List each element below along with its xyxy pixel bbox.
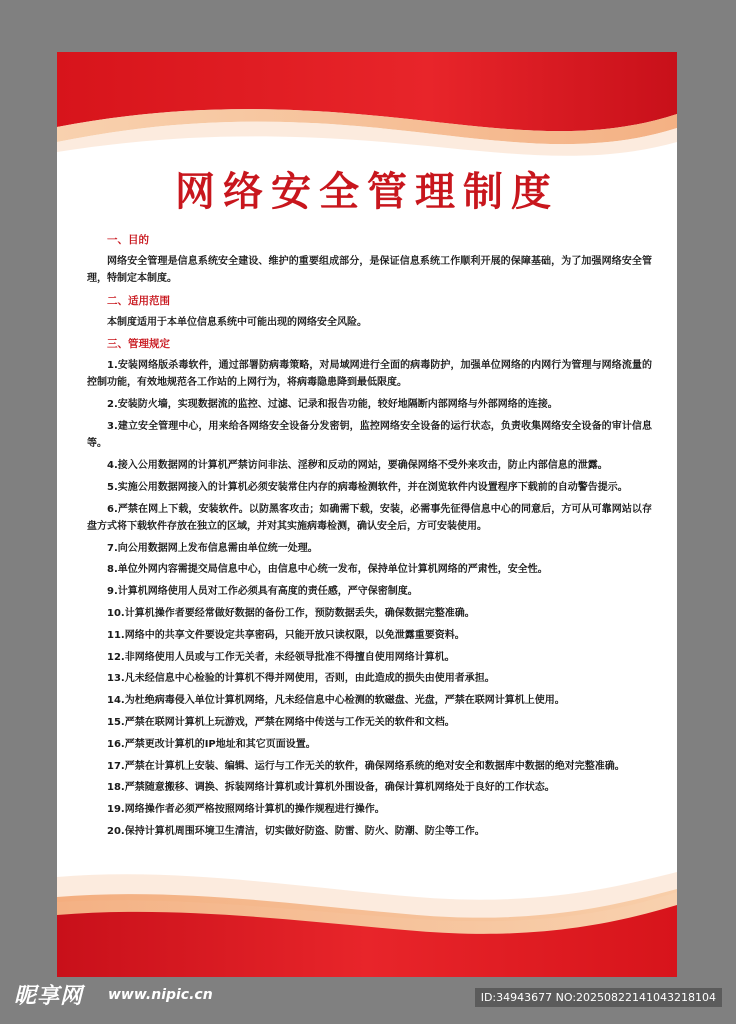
rule-item: 1.安装网络版杀毒软件，通过部署防病毒策略，对局域网进行全面的病毒防护，加强单位网络的内网行为管理与网络流量的控制功能，有效地规范各工作站的上网行为，将病毒隐患降到最低限度。 [87,360,652,389]
rule-item: 12.非网络使用人员或与工作无关者，未经领导批准不得擅自使用网络计算机。 [107,651,455,663]
rule-item: 13.凡未经信息中心检验的计算机不得并网使用，否则，由此造成的损失由使用者承担。 [107,673,495,685]
rule-item: 20.保持计算机周围环境卫生清洁，切实做好防盗、防雷、防火、防潮、防尘等工作。 [107,825,485,837]
rule-item: 18.严禁随意搬移、调换、拆装网络计算机或计算机外围设备，确保计算机网络处于良好的工作状态。 [107,782,555,794]
poster [57,52,677,977]
rule-item: 17.严禁在计算机上安装、编辑、运行与工作无关的软件，确保网络系统的绝对安全和数据库中数据的绝对完整准确。 [107,760,625,772]
section-rules [87,336,652,840]
section-heading: 三、管理规定 [107,338,170,351]
rule-item: 14.为杜绝病毒侵入单位计算机网络，凡未经信息中心检测的软磁盘、光盘，严禁在联网计算机上使用。 [107,695,565,707]
rule-item: 19.网络操作者必须严格按照网络计算机的操作规程进行操作。 [107,804,385,816]
rule-item: 15.严禁在联网计算机上玩游戏，严禁在网络中传送与工作无关的软件和文档。 [107,716,455,728]
rule-item: 11.网络中的共享文件要设定共享密码，只能开放只读权限，以免泄露重要资料。 [107,629,465,641]
document-body [87,230,652,845]
section-heading: 二、适用范围 [107,294,170,307]
rule-item: 4.接入公用数据网的计算机严禁访问非法、淫秽和反动的网站，要确保网络不受外来攻击，防止内部信息的泄露。 [107,460,608,472]
bottom-red-wave-decoration [57,857,677,977]
watermark-logo: 昵享网 [14,983,84,1009]
rule-item: 9.计算机网络使用人员对工作必须具有高度的责任感，严守保密制度。 [107,586,418,598]
watermark-site: www.nipic.cn [108,987,213,1003]
section-heading: 一、目的 [107,234,149,246]
section-scope [87,293,652,331]
rule-item: 10.计算机操作者要经常做好数据的备份工作，预防数据丢失，确保数据完整准确。 [107,608,475,619]
watermark-bar [0,978,736,1024]
page-title: 网络安全管理制度 [175,169,559,215]
rule-item: 7.向公用数据网上发布信息需由单位统一处理。 [107,542,318,554]
paragraph: 网络安全管理是信息系统安全建设、维护的重要组成部分，是保证信息系统工作顺利开展的保障基础，为了加强网络安全管理，特制定本制度。 [87,256,652,285]
watermark-id: ID:34943677 NO:20250822141043218104 [475,988,722,1007]
paragraph: 本制度适用于本单位信息系统中可能出现的网络安全风险。 [107,316,367,328]
rule-item: 3.建立安全管理中心，用来给各网络安全设备分发密钥，监控网络安全设备的运行状态，负责收集网络安全设备的审计信息等。 [87,421,652,450]
rule-item: 6.严禁在网上下载，安装软件。以防黑客攻击；如确需下载，安装，必需事先征得信息中心的同意后，方可从可靠网站以存盘方式将下载软件存放在独立的区域，并对其实施病毒检测，确认安全后，方可安装使用。 [87,503,652,532]
rule-item: 2.安装防火墙，实现数据流的监控、过滤、记录和报告功能，较好地隔断内部网络与外部网络的连接。 [107,399,558,411]
rule-item: 16.严禁更改计算机的IP地址和其它页面设置。 [107,738,316,750]
section-purpose [87,232,652,288]
rule-item: 5.实施公用数据网接入的计算机必须安装常住内存的病毒检测软件，并在浏览软件内设置程序下载前的自动警告提示。 [107,481,628,493]
rule-item: 8.单位外网内容需提交局信息中心，由信息中心统一发布，保持单位计算机网络的严肃性，安全性。 [107,564,548,576]
